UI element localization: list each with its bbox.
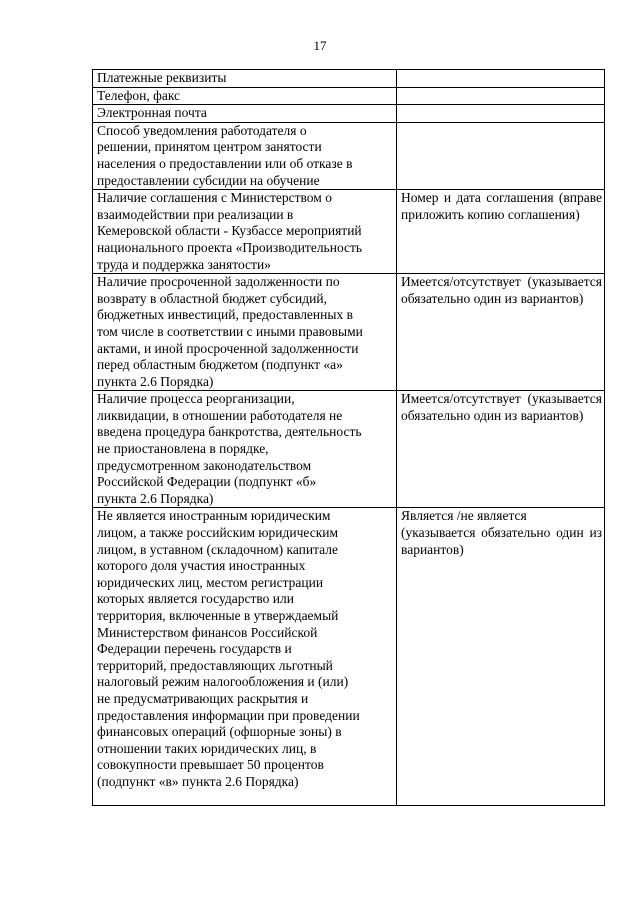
row-label: Платежные реквизиты [97, 70, 227, 85]
table-row [93, 508, 605, 805]
row-label-cell [93, 190, 397, 274]
row-value-cell [397, 70, 605, 88]
row-label-cell [93, 391, 397, 508]
row-value-cell [397, 274, 605, 391]
row-label: Не является иностранным юридическим лицом, а также российским юридическим лицом, в уставном (складочном) капитале которого доля участия иностранных юридических лиц, местом регистрации которых является государство или территория, включенные в утверждаемый Министерством финансов Российской Федерации перечень государств и территорий, предоставляющих льготный налоговый режим налогообложения и (или) не предусматривающих раскрытия и предоставления информации при проведении финансовых операций (офшорные зоны) в отношении таких юридических лиц, в совокупности превышает 50 процентов (подпункт «в» пункта 2.6 Порядка) [97, 508, 360, 789]
row-label: Наличие процесса реорганизации, ликвидации, в отношении работодателя не введена процедура банкротства, деятельность не приостановлена в порядке, предусмотренном законодательством Российской Федерации (подпункт «б» пункта 2.6 Порядка) [97, 391, 362, 506]
row-label: Наличие просроченной задолженности по возврату в областной бюджет субсидий, бюджетных инвестиций, предоставленных в том числе в соответствии с иными правовыми актами, и иной просроченной задолженности перед областным бюджетом (подпункт «а» пункта 2.6 Порядка) [97, 274, 363, 389]
row-label-cell [93, 105, 397, 123]
row-label-cell [93, 508, 397, 805]
row-value-cell [397, 508, 605, 805]
requisites-table [92, 69, 605, 806]
row-label: Наличие соглашения с Министерством о взаимодействии при реализации в Кемеровской области - Кузбассе мероприятий национального проекта «Производительность труда и поддержка занятости» [97, 190, 363, 272]
row-label-cell [93, 87, 397, 105]
table-row [93, 70, 605, 88]
table-row [93, 274, 605, 391]
row-label-cell [93, 274, 397, 391]
table-row [93, 391, 605, 508]
row-label-cell [93, 122, 397, 189]
table-row [93, 105, 605, 123]
row-label: Электронная почта [97, 105, 207, 121]
row-value: Имеется/отсутствует (указывается обязательно один из вариантов) [401, 391, 602, 423]
table-row [93, 122, 605, 189]
row-value: Имеется/отсутствует (указывается обязательно один из вариантов) [401, 274, 602, 306]
row-value: Номер и дата соглашения (вправе приложить копию соглашения) [401, 190, 602, 222]
row-value-cell [397, 190, 605, 274]
row-value: Является /не является (указывается обязательно один из вариантов) [401, 508, 602, 557]
table-row [93, 190, 605, 274]
row-label: Телефон, факс [97, 87, 181, 103]
row-value-cell [397, 87, 605, 105]
row-value-cell [397, 122, 605, 189]
row-value-cell [397, 391, 605, 508]
row-label-cell [93, 70, 397, 88]
table-row [93, 87, 605, 105]
page-number: 17 [313, 38, 327, 53]
row-label: Способ уведомления работодателя о решении, принятом центром занятости населения о предоставлении или об отказе в предоставлении субсидии на обучение [97, 122, 353, 188]
row-value-cell [397, 105, 605, 123]
